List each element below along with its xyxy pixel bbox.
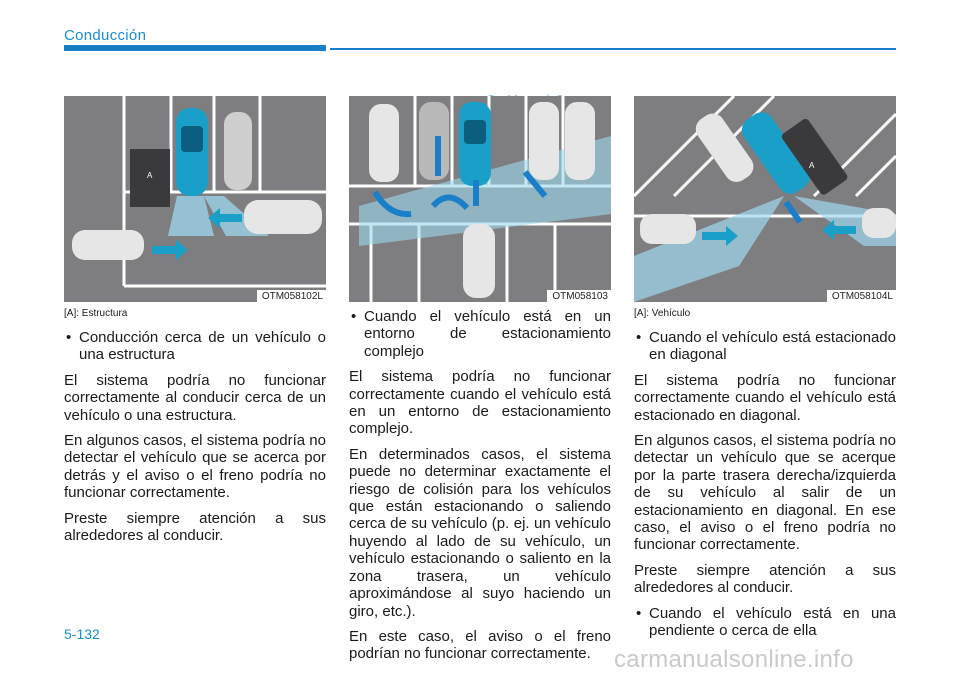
- column-2: [349, 308, 611, 671]
- figure-caption: [A]: Vehículo: [634, 308, 691, 319]
- figure-complex-parking-illustration: [349, 96, 611, 302]
- bullet-item: [634, 605, 896, 640]
- bullet-dot-icon: •: [66, 329, 72, 346]
- parked-car: [224, 112, 252, 190]
- bullet-text: Conducción cerca de un vehículo o una estructura: [79, 329, 326, 364]
- vehicle-label-a: A: [809, 161, 815, 170]
- figure-code: OTM058103: [547, 290, 611, 302]
- page-number: 5-132: [64, 626, 100, 642]
- reversing-car: [463, 224, 495, 298]
- structure-label-a: A: [147, 171, 153, 180]
- paragraph: Preste siempre atención a sus alrededores al conducir.: [64, 509, 326, 545]
- bullet-dot-icon: •: [636, 329, 642, 346]
- bullet-item: [634, 329, 896, 364]
- bullet-text: Cuando el vehículo está estacionado en diagonal: [649, 329, 896, 364]
- figure-complex-parking: [349, 96, 611, 302]
- watermark-bottom: carmanualsonline.info: [614, 646, 854, 673]
- figure-structure: [64, 96, 326, 302]
- paragraph: El sistema podría no funcionar correctamente cuando el vehículo está en un entorno de estacionamiento complejo.: [349, 368, 611, 438]
- column-3: [634, 308, 896, 648]
- arrow-down-2-icon: [473, 180, 479, 206]
- paragraph: En este caso, el aviso o el freno podrían no funcionar correctamente.: [349, 627, 611, 663]
- figure-diagonal-parking: [634, 96, 896, 302]
- figure-structure-illustration: [64, 96, 326, 302]
- section-title: Conducción: [64, 27, 147, 44]
- bullet-text: Cuando el vehículo está en un entorno de estacionamiento complejo: [364, 308, 611, 360]
- column-1: [64, 308, 326, 552]
- figure-code: OTM058102L: [257, 290, 326, 302]
- approaching-car-left: [640, 214, 696, 244]
- figure-diagonal-parking-illustration: [634, 96, 896, 302]
- paragraph: Preste siempre atención a sus alrededores al conducir.: [634, 561, 896, 597]
- bullet-item: [349, 308, 611, 360]
- paragraph: En algunos casos, el sistema podría no detectar el vehículo que se acerca por detrás y el aviso o el freno podría no funcionar correctamente.: [64, 432, 326, 502]
- parked-car-3: [529, 102, 559, 180]
- paragraph: El sistema podría no funcionar correctamente cuando el vehículo está estacionado en diagonal.: [634, 371, 896, 424]
- arrow-down-1-icon: [435, 136, 441, 176]
- paragraph: En determinados casos, el sistema puede no determinar exactamente el riesgo de colisión para los vehículos que están estacionando o saliendo cerca de su vehículo (p. ej. un vehículo huyendo al lado de su vehículo, un vehículo estacionando o saliento en la zona trasera, un vehículo aproximándose al suyo haciendo un giro, etc.).: [349, 445, 611, 620]
- bullet-dot-icon: •: [636, 604, 642, 622]
- header-rule-thin: [330, 48, 896, 50]
- bullet-item: [64, 329, 326, 364]
- paragraph: En algunos casos, el sistema podría no detectar un vehículo que se acerque por la parte trasera derecha/izquierda de su vehículo al salir de un estacionamiento en diagonal. En ese caso, el aviso o el freno podría no funcionar correctamente.: [634, 432, 896, 554]
- parked-car-2: [419, 102, 449, 180]
- bullet-text: Cuando el vehículo está en una pendiente o cerca de ella: [649, 604, 896, 640]
- parked-car-4: [565, 102, 595, 180]
- figure-caption: [A]: Estructura: [64, 308, 128, 319]
- parked-car-1: [369, 104, 399, 182]
- figure-code: OTM058104L: [827, 290, 896, 302]
- approaching-car-right: [244, 200, 322, 234]
- approaching-car-left: [72, 230, 144, 260]
- paragraph: El sistema podría no funcionar correctamente al conducir cerca de un vehículo o una estructura.: [64, 371, 326, 424]
- header-rule-thick: [64, 45, 326, 51]
- bullet-dot-icon: •: [351, 308, 357, 325]
- approaching-car-right: [862, 208, 896, 238]
